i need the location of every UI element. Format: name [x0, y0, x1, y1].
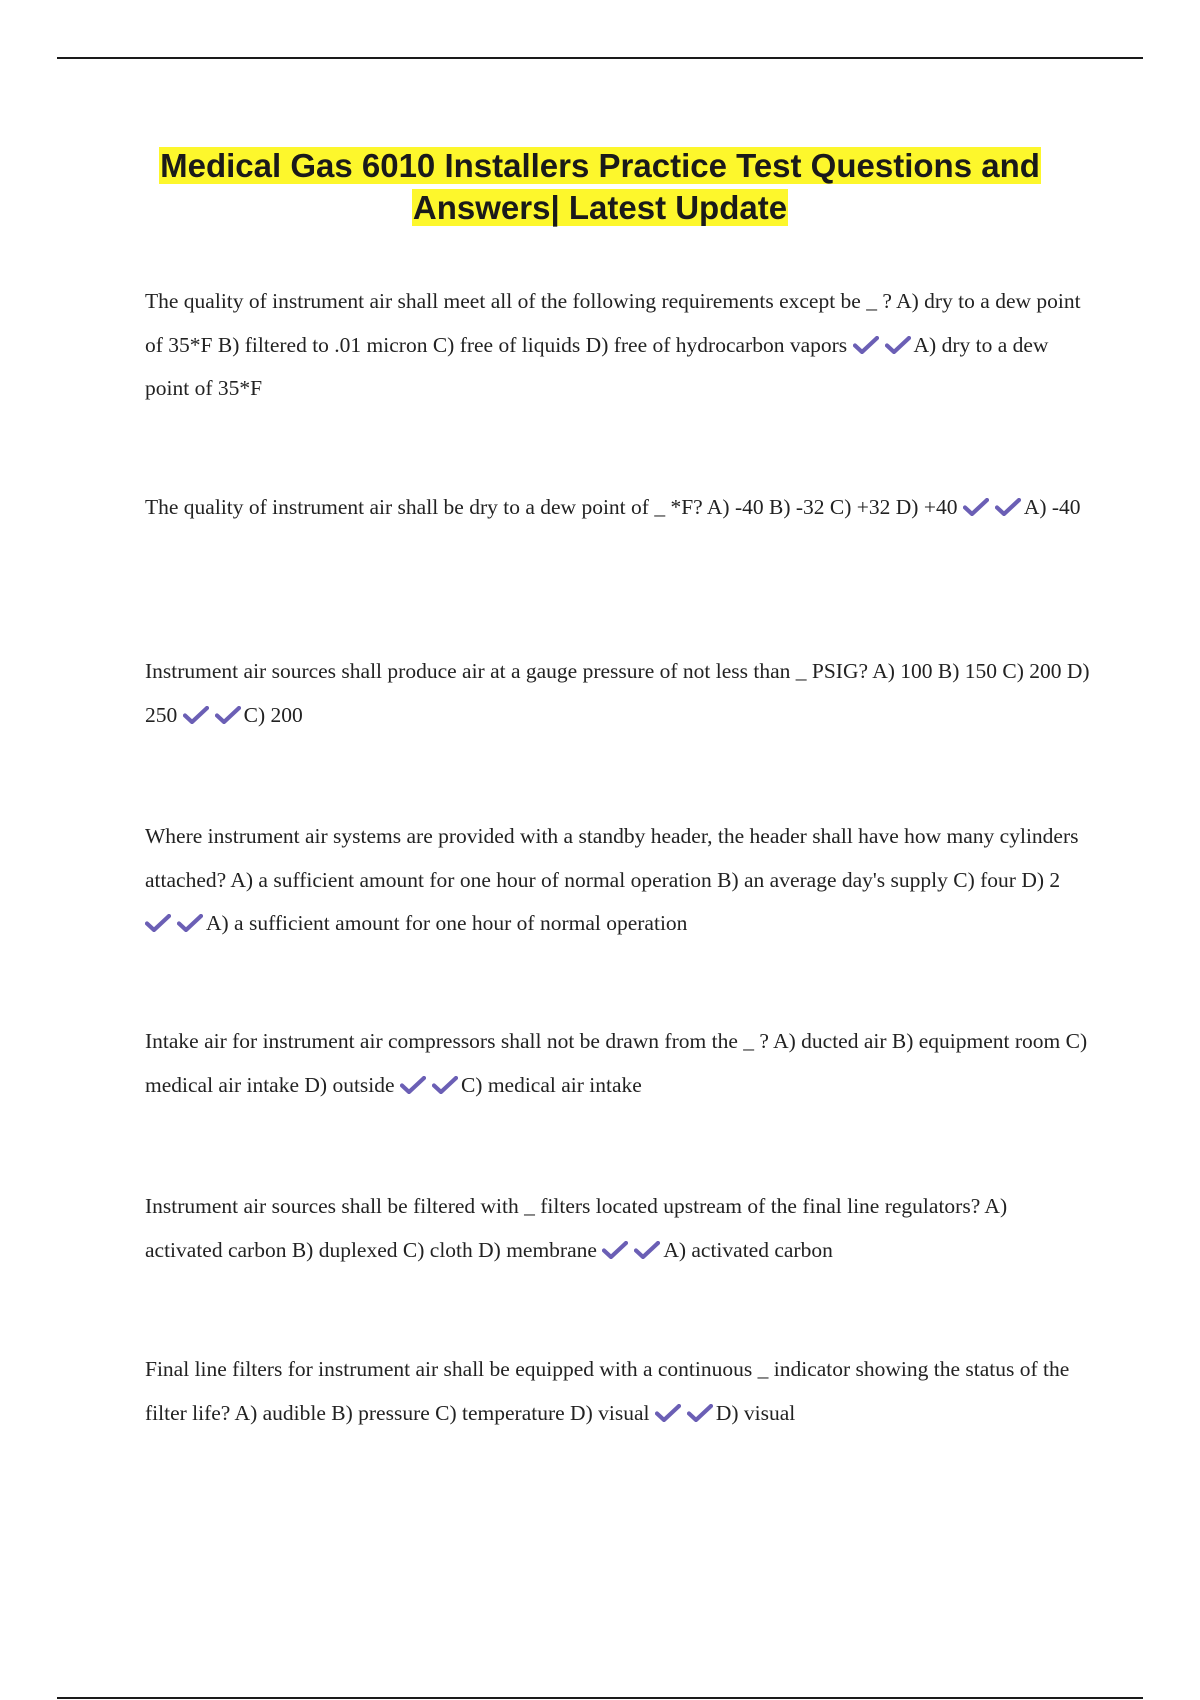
question-text: The quality of instrument air shall meet all of the following requirements except be _ ? A) dry to a dew point of 35*F B) filtered to .01 micron C) free of liquids D) free of hydrocarbon vapors: [145, 289, 1081, 357]
check-icon: [687, 1404, 713, 1422]
check-icon: [853, 336, 879, 354]
answer-text: A) activated carbon: [663, 1237, 833, 1262]
question-text: The quality of instrument air shall be dry to a dew point of _ *F? A) -40 B) -32 C) +32 D) +40: [145, 495, 958, 519]
answer-text: A) a sufficient amount for one hour of normal operation: [206, 911, 688, 935]
check-icon: [177, 914, 203, 932]
question-text: Where instrument air systems are provided with a standby header, the header shall have how many cylinders attached? A) a sufficient amount for one hour of normal operation B) an average day's supply C) four D) 2: [145, 824, 1079, 892]
check-icon: [995, 498, 1021, 516]
title-highlight: Medical Gas 6010 Installers Practice Test Questions and Answers| Latest Update: [160, 147, 1040, 226]
answer-text: D) visual: [715, 1400, 796, 1425]
qa-item: [145, 815, 1090, 946]
qa-item: [145, 650, 1090, 737]
qa-item: [145, 1348, 1090, 1435]
top-rule: [57, 57, 1143, 59]
qa-item: [145, 1020, 1090, 1107]
qa-item: [145, 486, 1090, 530]
check-icon: [183, 706, 209, 724]
check-icon: [634, 1241, 660, 1259]
check-icon: [145, 914, 171, 932]
page-title: [100, 145, 1100, 229]
answer-text: C) 200: [243, 702, 303, 727]
check-icon: [215, 706, 241, 724]
check-icon: [432, 1076, 458, 1094]
question-text: Intake air for instrument air compressors shall not be drawn from the _ ? A) ducted air B) equipment room C) medical air intake D) outside: [145, 1029, 1088, 1097]
question-text: Final line filters for instrument air shall be equipped with a continuous _ indicator showing the status of the filter life? A) audible B) pressure C) temperature D) visual: [145, 1357, 1070, 1425]
answer-text: C) medical air intake: [460, 1072, 642, 1097]
question-text: Instrument air sources shall be filtered with _ filters located upstream of the final line regulators? A) activated carbon B) duplexed C) cloth D) membrane: [145, 1194, 1008, 1262]
check-icon: [963, 498, 989, 516]
bottom-rule: [57, 1697, 1143, 1699]
answer-text: A) -40: [1023, 495, 1081, 519]
qa-item: [145, 280, 1090, 411]
answer-text: A) dry to a dew point of 35*F: [145, 332, 1049, 400]
check-icon: [655, 1404, 681, 1422]
question-text: Instrument air sources shall produce air at a gauge pressure of not less than _ PSIG? A) 100 B) 150 C) 200 D) 250: [145, 659, 1090, 727]
qa-item: [145, 1185, 1090, 1272]
check-icon: [885, 336, 911, 354]
check-icon: [400, 1076, 426, 1094]
check-icon: [602, 1241, 628, 1259]
